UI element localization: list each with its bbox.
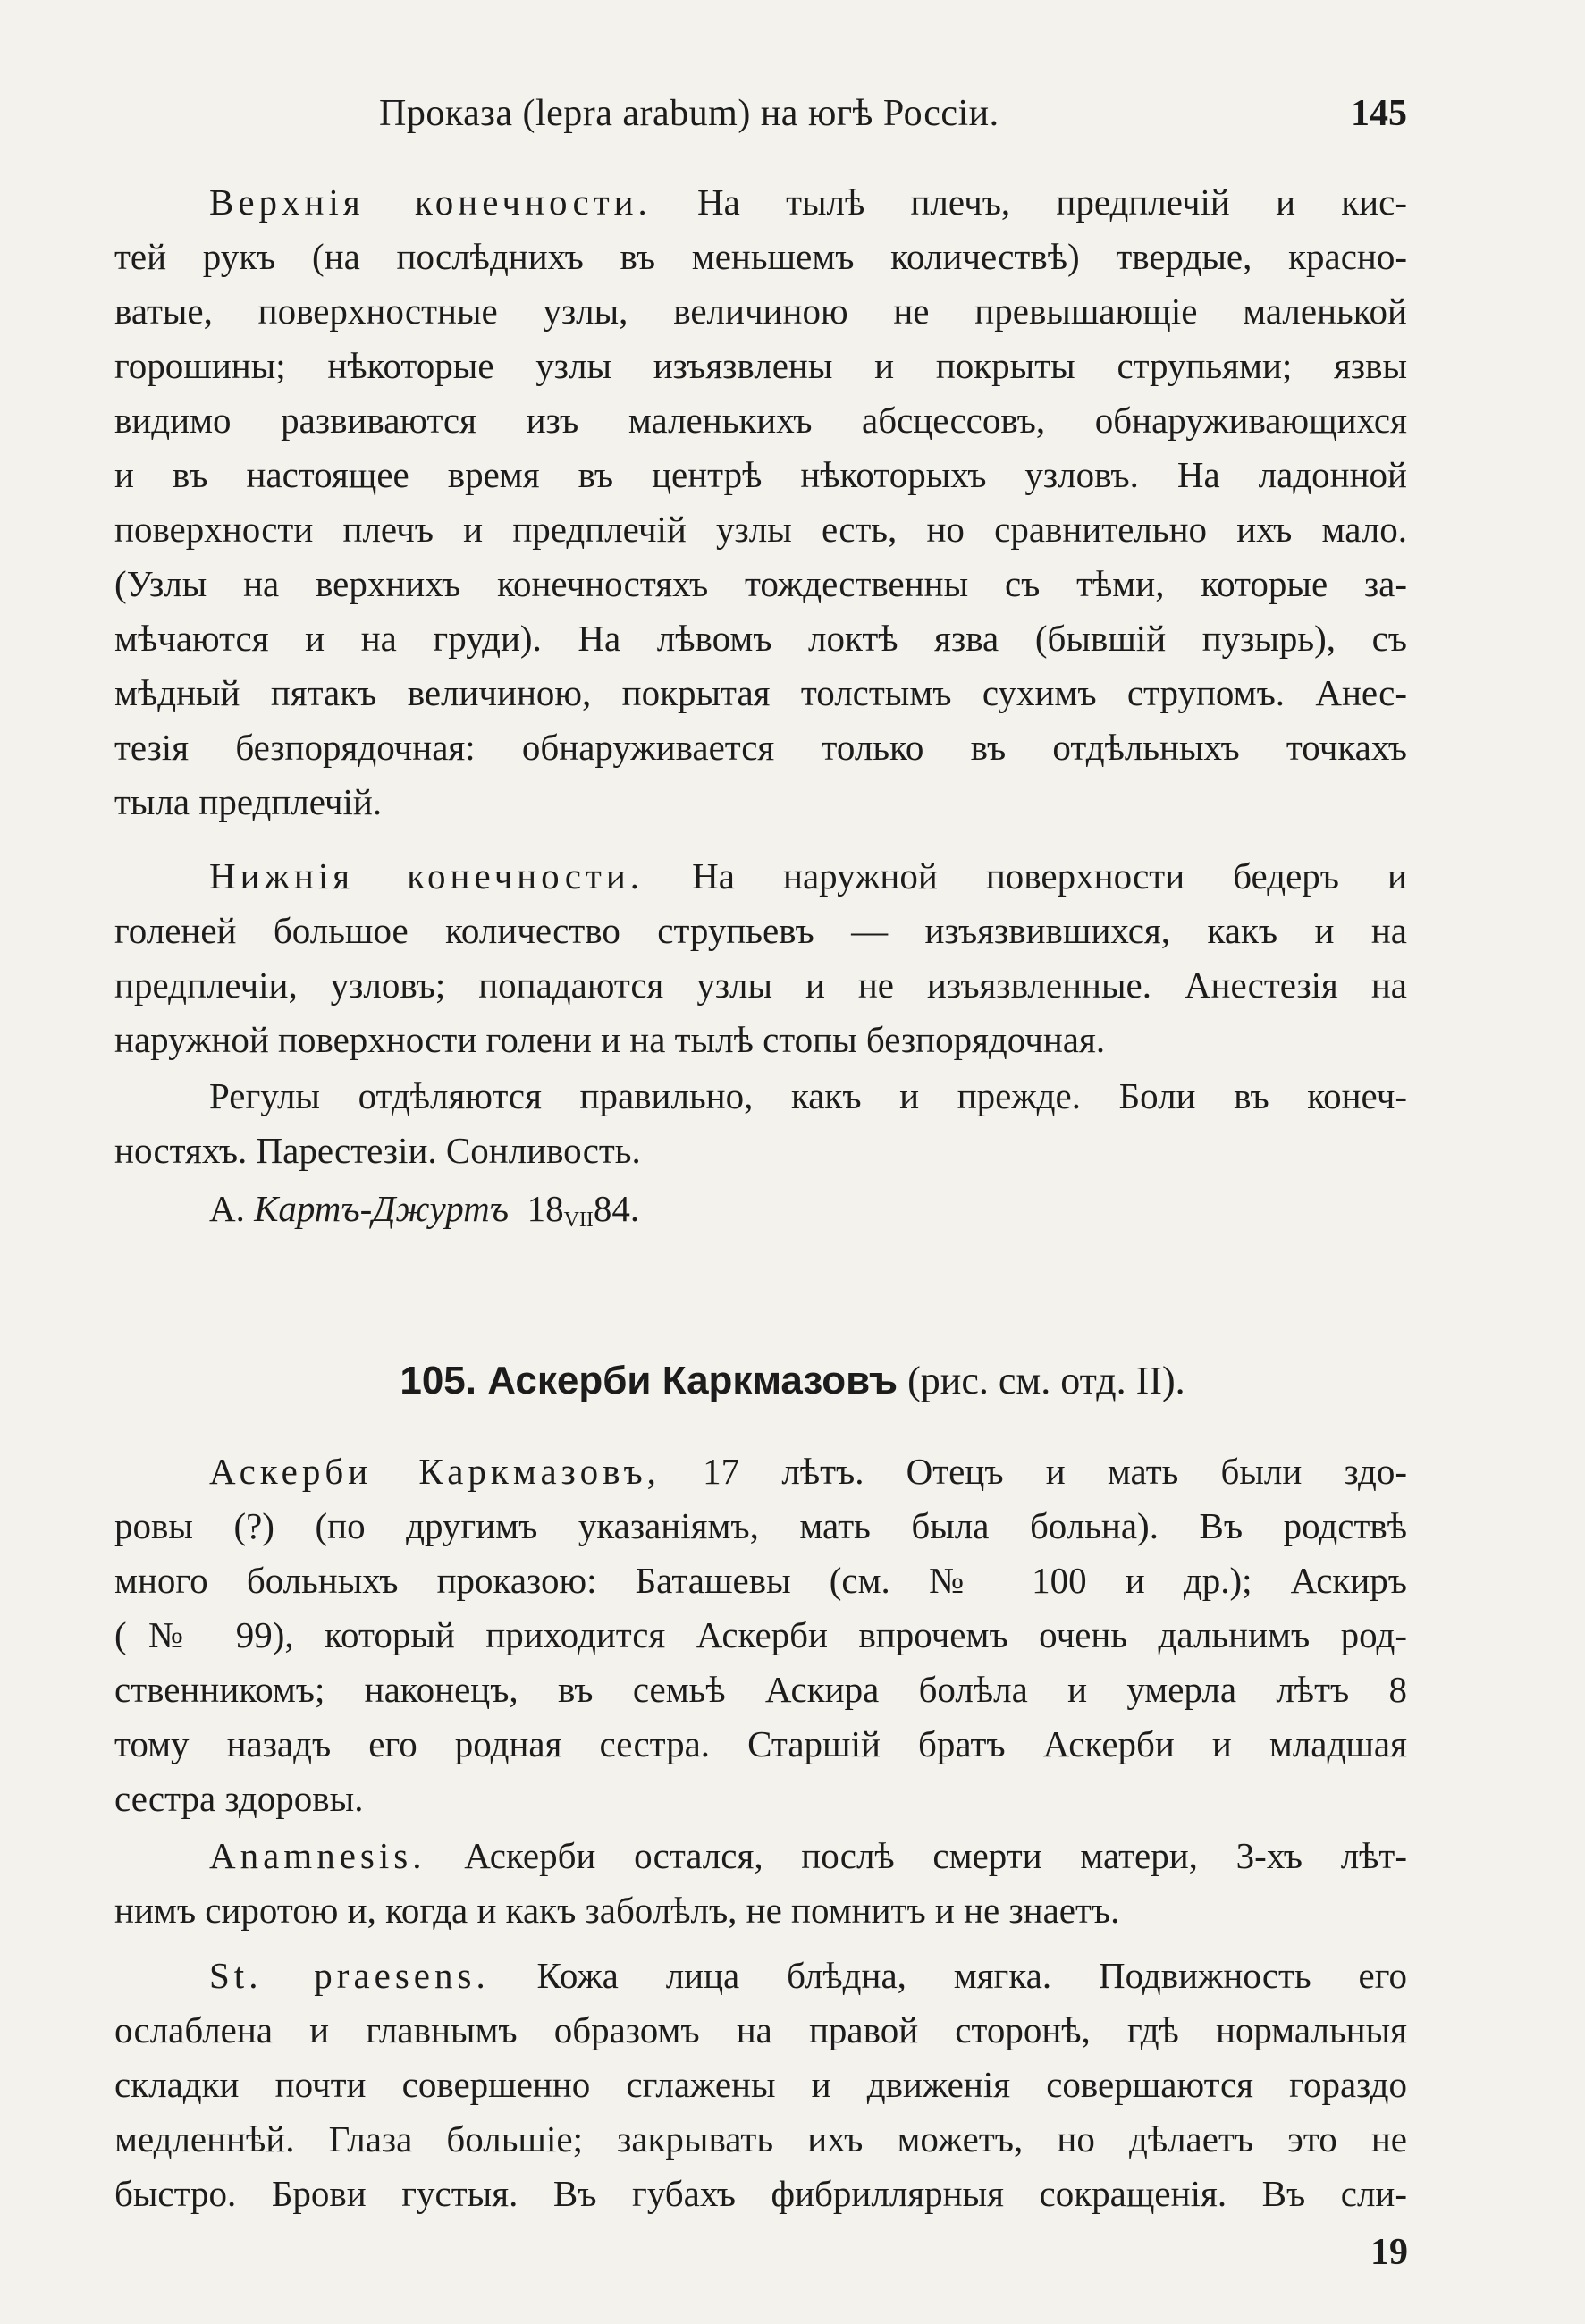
text-line: ватые, поверхностные узлы, величиною не превышающіе маленькой: [114, 290, 1407, 332]
signature-line: [209, 1182, 639, 1248]
text-line: складки почти совершенно сглажены и движенія совершаются гораздо: [114, 2064, 1407, 2105]
signature-day: 18: [527, 1188, 564, 1229]
paragraph-lead: Anamnesis.: [209, 1835, 426, 1876]
paragraph-anamnesis: [114, 1829, 1407, 1938]
text-line: поверхности плечъ и предплечій узлы есть, но сравнительно ихъ мало.: [114, 509, 1407, 550]
paragraph-status-praesens: [114, 1949, 1407, 2221]
text-line: предплечіи, узловъ; попадаются узлы и не изъязвленные. Анестезія на: [114, 964, 1407, 1006]
case-figure-note: (рис. см. отд. II).: [907, 1359, 1185, 1402]
sheet-signature-number: 19: [1370, 2232, 1408, 2273]
text-line: (Узлы на верхнихъ конечностяхъ тождественны съ тѣми, которые за-: [114, 563, 1407, 604]
signature-month: VII: [563, 1208, 594, 1232]
text-line: ностяхъ. Парестезіи. Сонливость.: [114, 1130, 641, 1171]
text-line: видимо развиваются изъ маленькихъ абсцессовъ, обнаруживающихся: [114, 400, 1407, 441]
text-line: быстро. Брови густыя. Въ губахъ фибриллярныя сокращенія. Въ сли-: [114, 2173, 1407, 2214]
running-header: [114, 82, 1407, 145]
text-line: нимъ сиротою и, когда и какъ заболѣлъ, не помнитъ и не знаетъ.: [114, 1890, 1120, 1931]
text-line: тыла предплечій.: [114, 781, 383, 822]
paragraph-lead: Нижнія конечности.: [209, 855, 645, 897]
signature-year: 84.: [593, 1188, 640, 1229]
text-line: Верхнія конечности. На тылѣ плечъ, предплечій и кис-: [209, 181, 1407, 223]
running-title: Проказа (lepra arabum) на югѣ Россіи.: [379, 93, 999, 134]
text-line: тей рукъ (на послѣднихъ въ меньшемъ количествѣ) твердые, красно-: [114, 236, 1407, 277]
text-line: тезія безпорядочная: обнаруживается только въ отдѣльныхъ точкахъ: [114, 727, 1407, 768]
text-line: много больныхъ проказою: Баташевы (см. № 100 и др.); Аскиръ: [114, 1560, 1407, 1601]
text-line: мѣдный пятакъ величиною, покрытая толстымъ сухимъ струпомъ. Анес-: [114, 672, 1407, 713]
text-line: Anamnesis. Аскерби остался, послѣ смерти матери, 3-хъ лѣт-: [209, 1835, 1407, 1876]
paragraph-family-history: [114, 1444, 1407, 1826]
text-line: Аскерби Каркмазовъ, 17 лѣтъ. Отецъ и мать были здо-: [209, 1451, 1408, 1492]
text-line: St. praesens. Кожа лица блѣдна, мягка. Подвижность его: [209, 1955, 1407, 1996]
paragraph-lower-extremities: [114, 849, 1407, 1067]
paragraph-lead: Аскерби Каркмазовъ,: [209, 1451, 661, 1492]
paragraph-upper-extremities: [114, 175, 1407, 829]
signature-place: Картъ-Джуртъ: [254, 1188, 510, 1229]
page-number: 145: [1351, 93, 1407, 134]
text-line: голеней большое количество струпьевъ — изъязвившихся, какъ и на: [114, 910, 1407, 951]
text-line: сестра здоровы.: [114, 1778, 364, 1819]
text-line: ровы (?) (по другимъ указаніямъ, мать была больна). Въ родствѣ: [114, 1505, 1407, 1546]
text-line: медленнѣй. Глаза большіе; закрывать ихъ можетъ, но дѣлаетъ это не: [114, 2118, 1407, 2160]
paragraph-lead: Верхнія конечности.: [209, 181, 652, 223]
text-line: наружной поверхности голени и на тылѣ стопы безпорядочная.: [114, 1019, 1106, 1060]
paragraph-regulae: [114, 1069, 1407, 1178]
text-line: горошины; нѣкоторые узлы изъязвлены и покрыты струпьями; язвы: [114, 345, 1407, 386]
text-line: тому назадъ его родная сестра. Старшій братъ Аскерби и младшая: [114, 1723, 1407, 1764]
text-line: ственникомъ; наконецъ, въ семьѣ Аскира болѣла и умерла лѣтъ 8: [114, 1669, 1407, 1710]
case-heading: [0, 1350, 1585, 1412]
text-line: и въ настоящее время въ центрѣ нѣкоторыхъ узловъ. На ладонной: [114, 454, 1407, 495]
case-number-name: 105. Аскерби Каркмазовъ: [400, 1359, 898, 1402]
text-line: ослаблена и главнымъ образомъ на правой сторонѣ, гдѣ нормальныя: [114, 2009, 1407, 2050]
text-line: Регулы отдѣляются правильно, какъ и прежде. Боли въ конеч-: [209, 1075, 1407, 1116]
text-line: Нижнія конечности. На наружной поверхности бедеръ и: [209, 855, 1408, 897]
paragraph-lead: St. praesens.: [209, 1955, 490, 1996]
signature-initial: А.: [209, 1188, 245, 1229]
text-line: (№ 99), который приходится Аскерби впрочемъ очень дальнимъ род-: [114, 1614, 1407, 1655]
text-line: мѣчаются и на груди). На лѣвомъ локтѣ язва (бывшій пузырь), съ: [114, 618, 1407, 659]
